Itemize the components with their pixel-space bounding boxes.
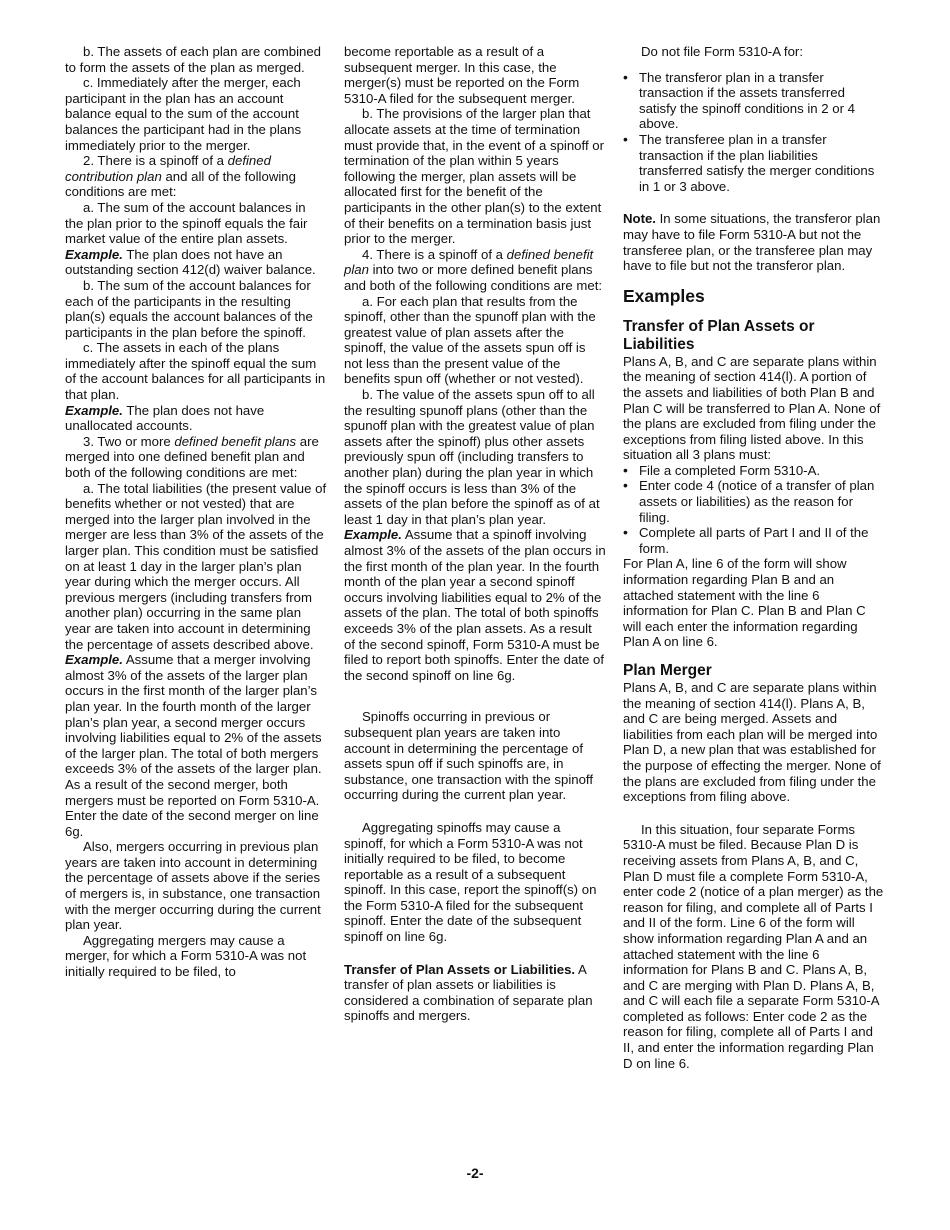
- paragraph: Plans A, B, and C are separate plans within the meaning of section 414(l). A portion of the assets and liabilities of both Plan B and Plan C will be transferred to Plan A. None of the plans are excluded from filing under the exceptions from filing listed above. In this situation all 3 plans must:: [623, 353, 881, 463]
- list-item: • The transferee plan in a transfer transaction if the plan liabilities transferred satisfy the merger conditions in 1 or 3 above.: [623, 132, 885, 194]
- paragraph: 3. Two or more defined benefit plans are merged into one defined benefit plan and both of the following conditions are met:: [65, 433, 319, 481]
- examples-heading: Examples: [623, 285, 705, 306]
- example: Example. The plan does not have an outstanding section 412(d) waiver balance.: [65, 246, 316, 278]
- paragraph: For Plan A, line 6 of the form will show information regarding Plan B and an attached statement with the line 6 information for Plan C. Plan B and Plan C will each enter the information regarding Plan A on line 6.: [623, 556, 866, 650]
- paragraph: a. The total liabilities (the present value of benefits whether or not vested) that are merged into the larger plan involved in the merger are less than 3% of the assets of the larger plan. This condition must be satisfied on at least 1 day in the larger plan’s plan year during which the merger occurs. All previous mergers (including transfers from another plan) occurring in the same plan year are taken into account in determining the percentage of assets described above.: [65, 480, 327, 652]
- column-right: [623, 44, 885, 1071]
- paragraph: 4. There is a spinoff of a defined benefit plan into two or more defined benefit plans and both of the following conditions are met:: [344, 246, 603, 293]
- paragraph: Plans A, B, and C are separate plans within the meaning of section 414(l). Plans A, B, and C are being merged. Assets and liabilities from each plan will be merged into Plan D, a new plan that was established for the purpose of effecting the merger. None of the plans are excluded from filing under the exceptions from filing above.: [623, 680, 881, 805]
- transfer-heading: Transfer of Plan Assets or Liabilities: [623, 317, 815, 353]
- example: Example. Assume that a spinoff involving almost 3% of the assets of the plan occurs in the first month of the plan year. In the fourth month of the plan year a second spinoff occurs involving liabilities equal to 2% of the assets of the plan. The total of both spinoffs exceeds 3% of the plan assets. As a result of the second spinoff, Form 5310-A must be filed to report both spinoffs. Enter the date of the second spinoff on line 6g.: [344, 527, 606, 683]
- column-left: [65, 44, 327, 980]
- example: Example. The plan does not have unallocated accounts.: [65, 402, 265, 434]
- paragraph: b. The assets of each plan are combined to form the assets of the plan as merged.: [65, 44, 322, 75]
- paragraph: b. The value of the assets spun off to all the resulting spunoff plans (other than the spunoff plan with the greatest value of plan assets after the spinoff) plus other assets previously spun off (including transfers to another plan) during the plan year in which the spinoff occurs is less than 3% of the assets of the plan before the spinoff as of at least 1 day in that plan’s plan year.: [344, 387, 600, 527]
- paragraph: b. The provisions of the larger plan that allocate assets at the time of termination must provide that, in the event of a spinoff or termination of the plan within 5 years following the merger, plan assets will be allocated first for the benefit of the participants in the other plan(s) to the extent of their benefits on a termination basis just prior to the merger.: [344, 106, 604, 247]
- list-item: • Enter code 4 (notice of a transfer of plan assets or liabilities) as the reason for filing.: [623, 478, 885, 525]
- paragraph: Aggregating mergers may cause a merger, for which a Form 5310-A was not initially required to be filed, to: [65, 932, 307, 980]
- paragraph: Aggregating spinoffs may cause a spinoff, for which a Form 5310-A was not initially required to be filed, to become reportable as a result of a subsequent spinoff. In this case, report the spinoff(s) on the Form 5310-A filed for the subsequent spinoff. Enter the date of the subsequent spinoff on line 6g.: [344, 819, 597, 945]
- list-item: • The transferor plan in a transfer transaction if the assets transferred satisfy the spinoff conditions in 2 or 4 above.: [623, 70, 885, 132]
- paragraph: c. The assets in each of the plans immediately after the spinoff equal the sum of the account balances for all participants in that plan.: [65, 340, 326, 403]
- transfer-paragraph: Transfer of Plan Assets or Liabilities. A transfer of plan assets or liabilities is considered a combination of separate plan spinoffs and mergers.: [344, 961, 593, 1024]
- paragraph: c. Immediately after the merger, each participant in the plan has an account balance equal to the sum of the account balances the participant had in the plans immediately prior to the merger.: [65, 75, 302, 153]
- column-middle: [344, 44, 606, 1024]
- page-number: -2-: [466, 1165, 484, 1181]
- paragraph: Also, mergers occurring in previous plan years are taken into account in determining the percentage of assets above if the series of mergers is, in substance, one transaction with the merger occurring during the current plan year.: [65, 839, 321, 933]
- paragraph: a. For each plan that results from the spinoff, other than the spunoff plan with the greatest value of plan assets after the spinoff, the value of the assets spun off is not less than the present value of the benefits spun off (whether or not vested).: [344, 293, 596, 387]
- note: Note. In some situations, the transferor plan may have to file Form 5310-A but not the transferee plan, or the transferee plan may have to file but not the transferor plan.: [623, 211, 881, 274]
- merger-heading: Plan Merger: [623, 662, 712, 679]
- paragraph: Spinoffs occurring in previous or subsequent plan years are taken into account in determining the percentage of assets spun off if such spinoffs are, in substance, one transaction with the spinoff occurring during the current plan year.: [344, 709, 594, 803]
- example: Example. Assume that a merger involving almost 3% of the assets of the larger plan occurs in the first month of the larger plan’s plan year. In the fourth month of the larger plan’s plan year, a second merger occurs involving liabilities equal to 2% of the assets of the larger plan. The total of both mergers exceeds 3% of the assets of the larger plan. As a result of the second merger, both mergers must be reported on Form 5310-A. Enter the date of the second merger on line 6g.: [65, 652, 322, 839]
- paragraph: b. The sum of the account balances for each of the participants in the resulting plan(s) equals the account balances of the participants in the plan before the spinoff.: [65, 277, 313, 340]
- list-item: • Complete all parts of Part I and II of the form.: [623, 525, 885, 556]
- paragraph: 2. There is a spinoff of a defined contribution plan and all of the following conditions are met:: [65, 153, 296, 200]
- do-not-file-intro: Do not file Form 5310-A for:: [641, 44, 803, 59]
- paragraph: In this situation, four separate Forms 5310-A must be filed. Because Plan D is receiving assets from Plans A, B, and C, Plan D must file a complete Form 5310-A, enter code 2 (notice of a plan merger) as the reason for filing, and complete all of Parts I and II of the form. Line 6 of the form will show information regarding Plan A and an attached statement with the line 6 information for Plans B and C. Plans A, B, and C are merging with Plan D. Plans A, B, and C will each file a separate Form 5310-A completed as follows: Enter code 2 as the reason for filing, complete all of Parts I and II, and enter the information regarding Plan D on line 6.: [623, 821, 884, 1071]
- paragraph: become reportable as a result of a subsequent merger. In this case, the merger(s) must be reported on the Form 5310-A filed for the subsequent merger.: [344, 44, 580, 106]
- list-item: • File a completed Form 5310-A.: [623, 463, 885, 479]
- paragraph: a. The sum of the account balances in the plan prior to the spinoff equals the fair market value of the entire plan assets.: [65, 199, 308, 247]
